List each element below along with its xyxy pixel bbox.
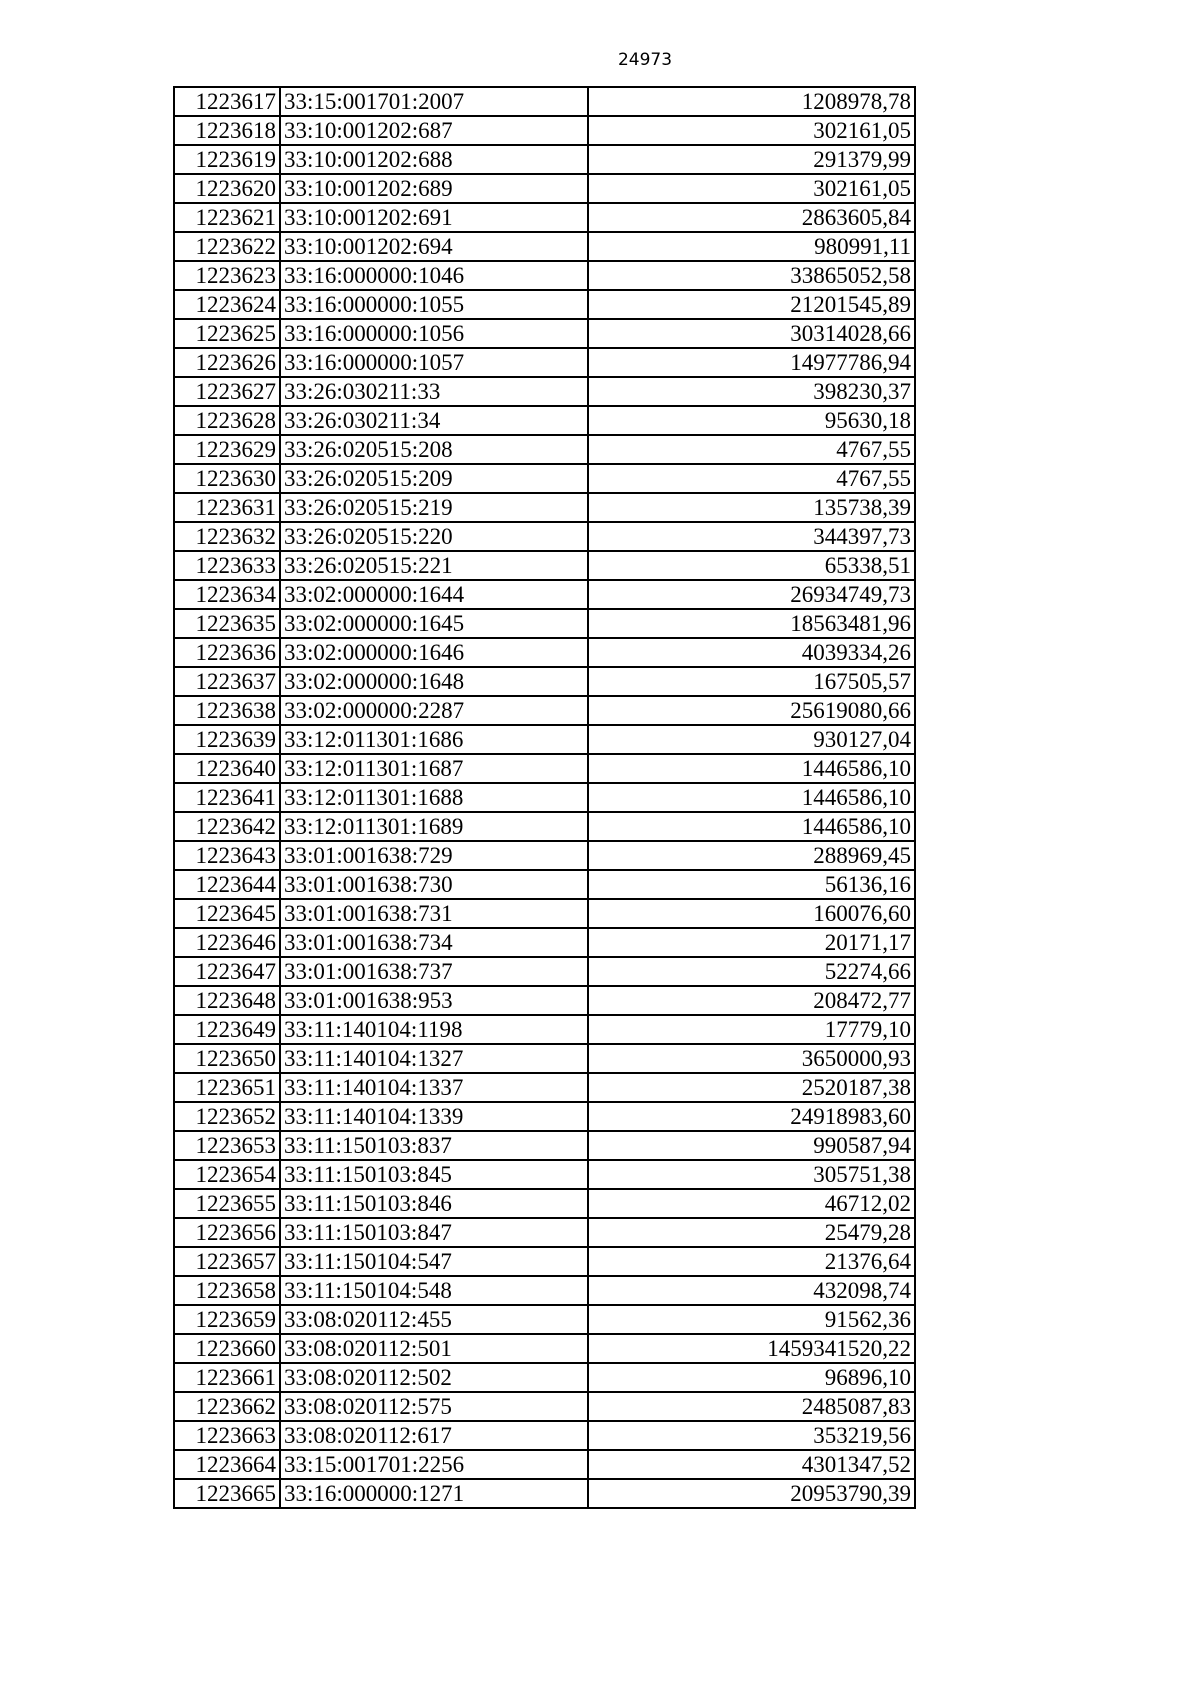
cadastral-number-cell: 33:15:001701:2256 <box>280 1450 588 1479</box>
row-id-cell: 1223632 <box>174 522 280 551</box>
row-id-cell: 1223659 <box>174 1305 280 1334</box>
cadastral-number-cell: 33:11:150103:847 <box>280 1218 588 1247</box>
cadastral-number-cell: 33:08:020112:501 <box>280 1334 588 1363</box>
row-id-cell: 1223650 <box>174 1044 280 1073</box>
cadastral-number-cell: 33:12:011301:1686 <box>280 725 588 754</box>
cadastral-value-cell: 91562,36 <box>588 1305 915 1334</box>
cadastral-value-cell: 135738,39 <box>588 493 915 522</box>
cadastral-value-cell: 25619080,66 <box>588 696 915 725</box>
cadastral-value-cell: 1446586,10 <box>588 783 915 812</box>
cadastral-number-cell: 33:01:001638:737 <box>280 957 588 986</box>
cadastral-number-cell: 33:01:001638:734 <box>280 928 588 957</box>
row-id-cell: 1223621 <box>174 203 280 232</box>
cadastral-value-cell: 46712,02 <box>588 1189 915 1218</box>
cadastral-number-cell: 33:02:000000:1646 <box>280 638 588 667</box>
table-row <box>174 174 915 203</box>
table-row <box>174 1479 915 1508</box>
cadastral-value-cell: 353219,56 <box>588 1421 915 1450</box>
row-id-cell: 1223639 <box>174 725 280 754</box>
cadastral-value-cell: 990587,94 <box>588 1131 915 1160</box>
cadastral-value-cell: 52274,66 <box>588 957 915 986</box>
table-row <box>174 1450 915 1479</box>
cadastral-value-cell: 305751,38 <box>588 1160 915 1189</box>
table-row <box>174 783 915 812</box>
row-id-cell: 1223652 <box>174 1102 280 1131</box>
row-id-cell: 1223637 <box>174 667 280 696</box>
cadastral-number-cell: 33:12:011301:1687 <box>280 754 588 783</box>
cadastral-number-cell: 33:16:000000:1271 <box>280 1479 588 1508</box>
cadastral-number-cell: 33:11:140104:1337 <box>280 1073 588 1102</box>
table-row <box>174 1102 915 1131</box>
table-row <box>174 1247 915 1276</box>
table-row <box>174 1334 915 1363</box>
cadastral-number-cell: 33:08:020112:455 <box>280 1305 588 1334</box>
cadastral-number-cell: 33:16:000000:1046 <box>280 261 588 290</box>
row-id-cell: 1223664 <box>174 1450 280 1479</box>
cadastral-value-cell: 21376,64 <box>588 1247 915 1276</box>
table-row <box>174 754 915 783</box>
cadastral-value-cell: 24918983,60 <box>588 1102 915 1131</box>
cadastral-value-cell: 4767,55 <box>588 435 915 464</box>
cadastral-value-cell: 930127,04 <box>588 725 915 754</box>
table-row <box>174 1276 915 1305</box>
cadastral-value-cell: 25479,28 <box>588 1218 915 1247</box>
row-id-cell: 1223648 <box>174 986 280 1015</box>
cadastral-value-cell: 14977786,94 <box>588 348 915 377</box>
cadastral-value-cell: 4301347,52 <box>588 1450 915 1479</box>
cadastral-number-cell: 33:10:001202:691 <box>280 203 588 232</box>
cadastral-number-cell: 33:08:020112:575 <box>280 1392 588 1421</box>
cadastral-number-cell: 33:16:000000:1056 <box>280 319 588 348</box>
cadastral-number-cell: 33:11:140104:1327 <box>280 1044 588 1073</box>
cadastral-number-cell: 33:12:011301:1688 <box>280 783 588 812</box>
row-id-cell: 1223620 <box>174 174 280 203</box>
cadastral-number-cell: 33:26:030211:34 <box>280 406 588 435</box>
table-row <box>174 261 915 290</box>
row-id-cell: 1223663 <box>174 1421 280 1450</box>
row-id-cell: 1223647 <box>174 957 280 986</box>
cadastral-value-cell: 2520187,38 <box>588 1073 915 1102</box>
cadastral-value-cell: 20953790,39 <box>588 1479 915 1508</box>
cadastral-value-cell: 288969,45 <box>588 841 915 870</box>
table-row <box>174 841 915 870</box>
cadastral-value-cell: 208472,77 <box>588 986 915 1015</box>
row-id-cell: 1223631 <box>174 493 280 522</box>
cadastral-value-cell: 4039334,26 <box>588 638 915 667</box>
cadastral-value-cell: 30314028,66 <box>588 319 915 348</box>
cadastral-value-cell: 95630,18 <box>588 406 915 435</box>
row-id-cell: 1223628 <box>174 406 280 435</box>
table-row <box>174 377 915 406</box>
table-row <box>174 1073 915 1102</box>
table-row <box>174 638 915 667</box>
cadastral-number-cell: 33:12:011301:1689 <box>280 812 588 841</box>
cadastral-number-cell: 33:11:150103:837 <box>280 1131 588 1160</box>
row-id-cell: 1223658 <box>174 1276 280 1305</box>
row-id-cell: 1223623 <box>174 261 280 290</box>
cadastral-number-cell: 33:26:020515:209 <box>280 464 588 493</box>
cadastral-value-cell: 1446586,10 <box>588 812 915 841</box>
row-id-cell: 1223625 <box>174 319 280 348</box>
table-row <box>174 1015 915 1044</box>
cadastral-value-cell: 432098,74 <box>588 1276 915 1305</box>
row-id-cell: 1223649 <box>174 1015 280 1044</box>
row-id-cell: 1223627 <box>174 377 280 406</box>
table-row <box>174 1421 915 1450</box>
row-id-cell: 1223617 <box>174 87 280 116</box>
table-row <box>174 1131 915 1160</box>
cadastral-value-cell: 2485087,83 <box>588 1392 915 1421</box>
cadastral-number-cell: 33:01:001638:731 <box>280 899 588 928</box>
row-id-cell: 1223619 <box>174 145 280 174</box>
row-id-cell: 1223645 <box>174 899 280 928</box>
cadastral-number-cell: 33:01:001638:953 <box>280 986 588 1015</box>
table-row <box>174 928 915 957</box>
cadastral-value-cell: 167505,57 <box>588 667 915 696</box>
cadastral-number-cell: 33:11:140104:1339 <box>280 1102 588 1131</box>
cadastral-number-cell: 33:11:150103:845 <box>280 1160 588 1189</box>
cadastral-value-cell: 18563481,96 <box>588 609 915 638</box>
cadastral-number-cell: 33:02:000000:1644 <box>280 580 588 609</box>
row-id-cell: 1223665 <box>174 1479 280 1508</box>
table-row <box>174 493 915 522</box>
row-id-cell: 1223640 <box>174 754 280 783</box>
cadastral-number-cell: 33:02:000000:2287 <box>280 696 588 725</box>
row-id-cell: 1223622 <box>174 232 280 261</box>
cadastral-number-cell: 33:16:000000:1055 <box>280 290 588 319</box>
cadastral-value-cell: 21201545,89 <box>588 290 915 319</box>
row-id-cell: 1223636 <box>174 638 280 667</box>
table-row <box>174 609 915 638</box>
row-id-cell: 1223629 <box>174 435 280 464</box>
table-row <box>174 870 915 899</box>
table-row <box>174 1218 915 1247</box>
cadastral-number-cell: 33:11:140104:1198 <box>280 1015 588 1044</box>
cadastral-number-cell: 33:11:150104:547 <box>280 1247 588 1276</box>
row-id-cell: 1223635 <box>174 609 280 638</box>
table-row <box>174 232 915 261</box>
table-row <box>174 1160 915 1189</box>
table-row <box>174 145 915 174</box>
row-id-cell: 1223642 <box>174 812 280 841</box>
table-row <box>174 986 915 1015</box>
row-id-cell: 1223655 <box>174 1189 280 1218</box>
row-id-cell: 1223662 <box>174 1392 280 1421</box>
cadastral-value-cell: 26934749,73 <box>588 580 915 609</box>
row-id-cell: 1223660 <box>174 1334 280 1363</box>
cadastral-number-cell: 33:26:020515:208 <box>280 435 588 464</box>
table-row <box>174 87 915 116</box>
row-id-cell: 1223634 <box>174 580 280 609</box>
cadastral-number-cell: 33:02:000000:1645 <box>280 609 588 638</box>
cadastral-value-cell: 65338,51 <box>588 551 915 580</box>
table-row <box>174 1392 915 1421</box>
table-row <box>174 580 915 609</box>
row-id-cell: 1223646 <box>174 928 280 957</box>
cadastral-number-cell: 33:11:150104:548 <box>280 1276 588 1305</box>
cadastral-value-cell: 96896,10 <box>588 1363 915 1392</box>
row-id-cell: 1223618 <box>174 116 280 145</box>
row-id-cell: 1223643 <box>174 841 280 870</box>
cadastral-value-cell: 160076,60 <box>588 899 915 928</box>
row-id-cell: 1223656 <box>174 1218 280 1247</box>
cadastral-value-cell: 56136,16 <box>588 870 915 899</box>
row-id-cell: 1223651 <box>174 1073 280 1102</box>
cadastral-value-cell: 3650000,93 <box>588 1044 915 1073</box>
cadastral-number-cell: 33:11:150103:846 <box>280 1189 588 1218</box>
row-id-cell: 1223641 <box>174 783 280 812</box>
cadastral-value-cell: 980991,11 <box>588 232 915 261</box>
row-id-cell: 1223644 <box>174 870 280 899</box>
table-row <box>174 899 915 928</box>
table-row <box>174 464 915 493</box>
table-row <box>174 725 915 754</box>
cadastral-value-cell: 20171,17 <box>588 928 915 957</box>
cadastral-value-cell: 344397,73 <box>588 522 915 551</box>
page-number: 24973 <box>617 50 673 70</box>
row-id-cell: 1223633 <box>174 551 280 580</box>
cadastral-number-cell: 33:16:000000:1057 <box>280 348 588 377</box>
table-row <box>174 522 915 551</box>
cadastral-value-cell: 1446586,10 <box>588 754 915 783</box>
row-id-cell: 1223630 <box>174 464 280 493</box>
cadastral-number-cell: 33:01:001638:729 <box>280 841 588 870</box>
cadastral-number-cell: 33:10:001202:688 <box>280 145 588 174</box>
cadastral-number-cell: 33:10:001202:694 <box>280 232 588 261</box>
table-row <box>174 1305 915 1334</box>
table-row <box>174 696 915 725</box>
cadastral-number-cell: 33:02:000000:1648 <box>280 667 588 696</box>
cadastral-number-cell: 33:10:001202:687 <box>280 116 588 145</box>
cadastral-value-cell: 17779,10 <box>588 1015 915 1044</box>
table-row <box>174 1044 915 1073</box>
row-id-cell: 1223661 <box>174 1363 280 1392</box>
cadastral-number-cell: 33:01:001638:730 <box>280 870 588 899</box>
cadastral-value-cell: 33865052,58 <box>588 261 915 290</box>
cadastral-value-table <box>173 86 916 1509</box>
cadastral-number-cell: 33:26:020515:220 <box>280 522 588 551</box>
table-row <box>174 116 915 145</box>
cadastral-value-cell: 2863605,84 <box>588 203 915 232</box>
table-row <box>174 348 915 377</box>
table-row <box>174 406 915 435</box>
cadastral-number-cell: 33:26:020515:219 <box>280 493 588 522</box>
table-row <box>174 812 915 841</box>
table-row <box>174 1189 915 1218</box>
cadastral-number-cell: 33:15:001701:2007 <box>280 87 588 116</box>
table-row <box>174 957 915 986</box>
row-id-cell: 1223638 <box>174 696 280 725</box>
row-id-cell: 1223657 <box>174 1247 280 1276</box>
table-row <box>174 551 915 580</box>
cadastral-number-cell: 33:08:020112:617 <box>280 1421 588 1450</box>
cadastral-value-cell: 4767,55 <box>588 464 915 493</box>
table-body <box>174 87 915 1508</box>
cadastral-value-cell: 1459341520,22 <box>588 1334 915 1363</box>
cadastral-number-cell: 33:10:001202:689 <box>280 174 588 203</box>
cadastral-value-cell: 302161,05 <box>588 174 915 203</box>
row-id-cell: 1223653 <box>174 1131 280 1160</box>
table-row <box>174 1363 915 1392</box>
cadastral-value-cell: 291379,99 <box>588 145 915 174</box>
cadastral-number-cell: 33:08:020112:502 <box>280 1363 588 1392</box>
cadastral-number-cell: 33:26:030211:33 <box>280 377 588 406</box>
row-id-cell: 1223626 <box>174 348 280 377</box>
row-id-cell: 1223654 <box>174 1160 280 1189</box>
cadastral-value-cell: 302161,05 <box>588 116 915 145</box>
table-row <box>174 319 915 348</box>
cadastral-value-cell: 398230,37 <box>588 377 915 406</box>
cadastral-value-cell: 1208978,78 <box>588 87 915 116</box>
cadastral-number-cell: 33:26:020515:221 <box>280 551 588 580</box>
table-row <box>174 667 915 696</box>
row-id-cell: 1223624 <box>174 290 280 319</box>
table-row <box>174 203 915 232</box>
table-row <box>174 290 915 319</box>
table-row <box>174 435 915 464</box>
